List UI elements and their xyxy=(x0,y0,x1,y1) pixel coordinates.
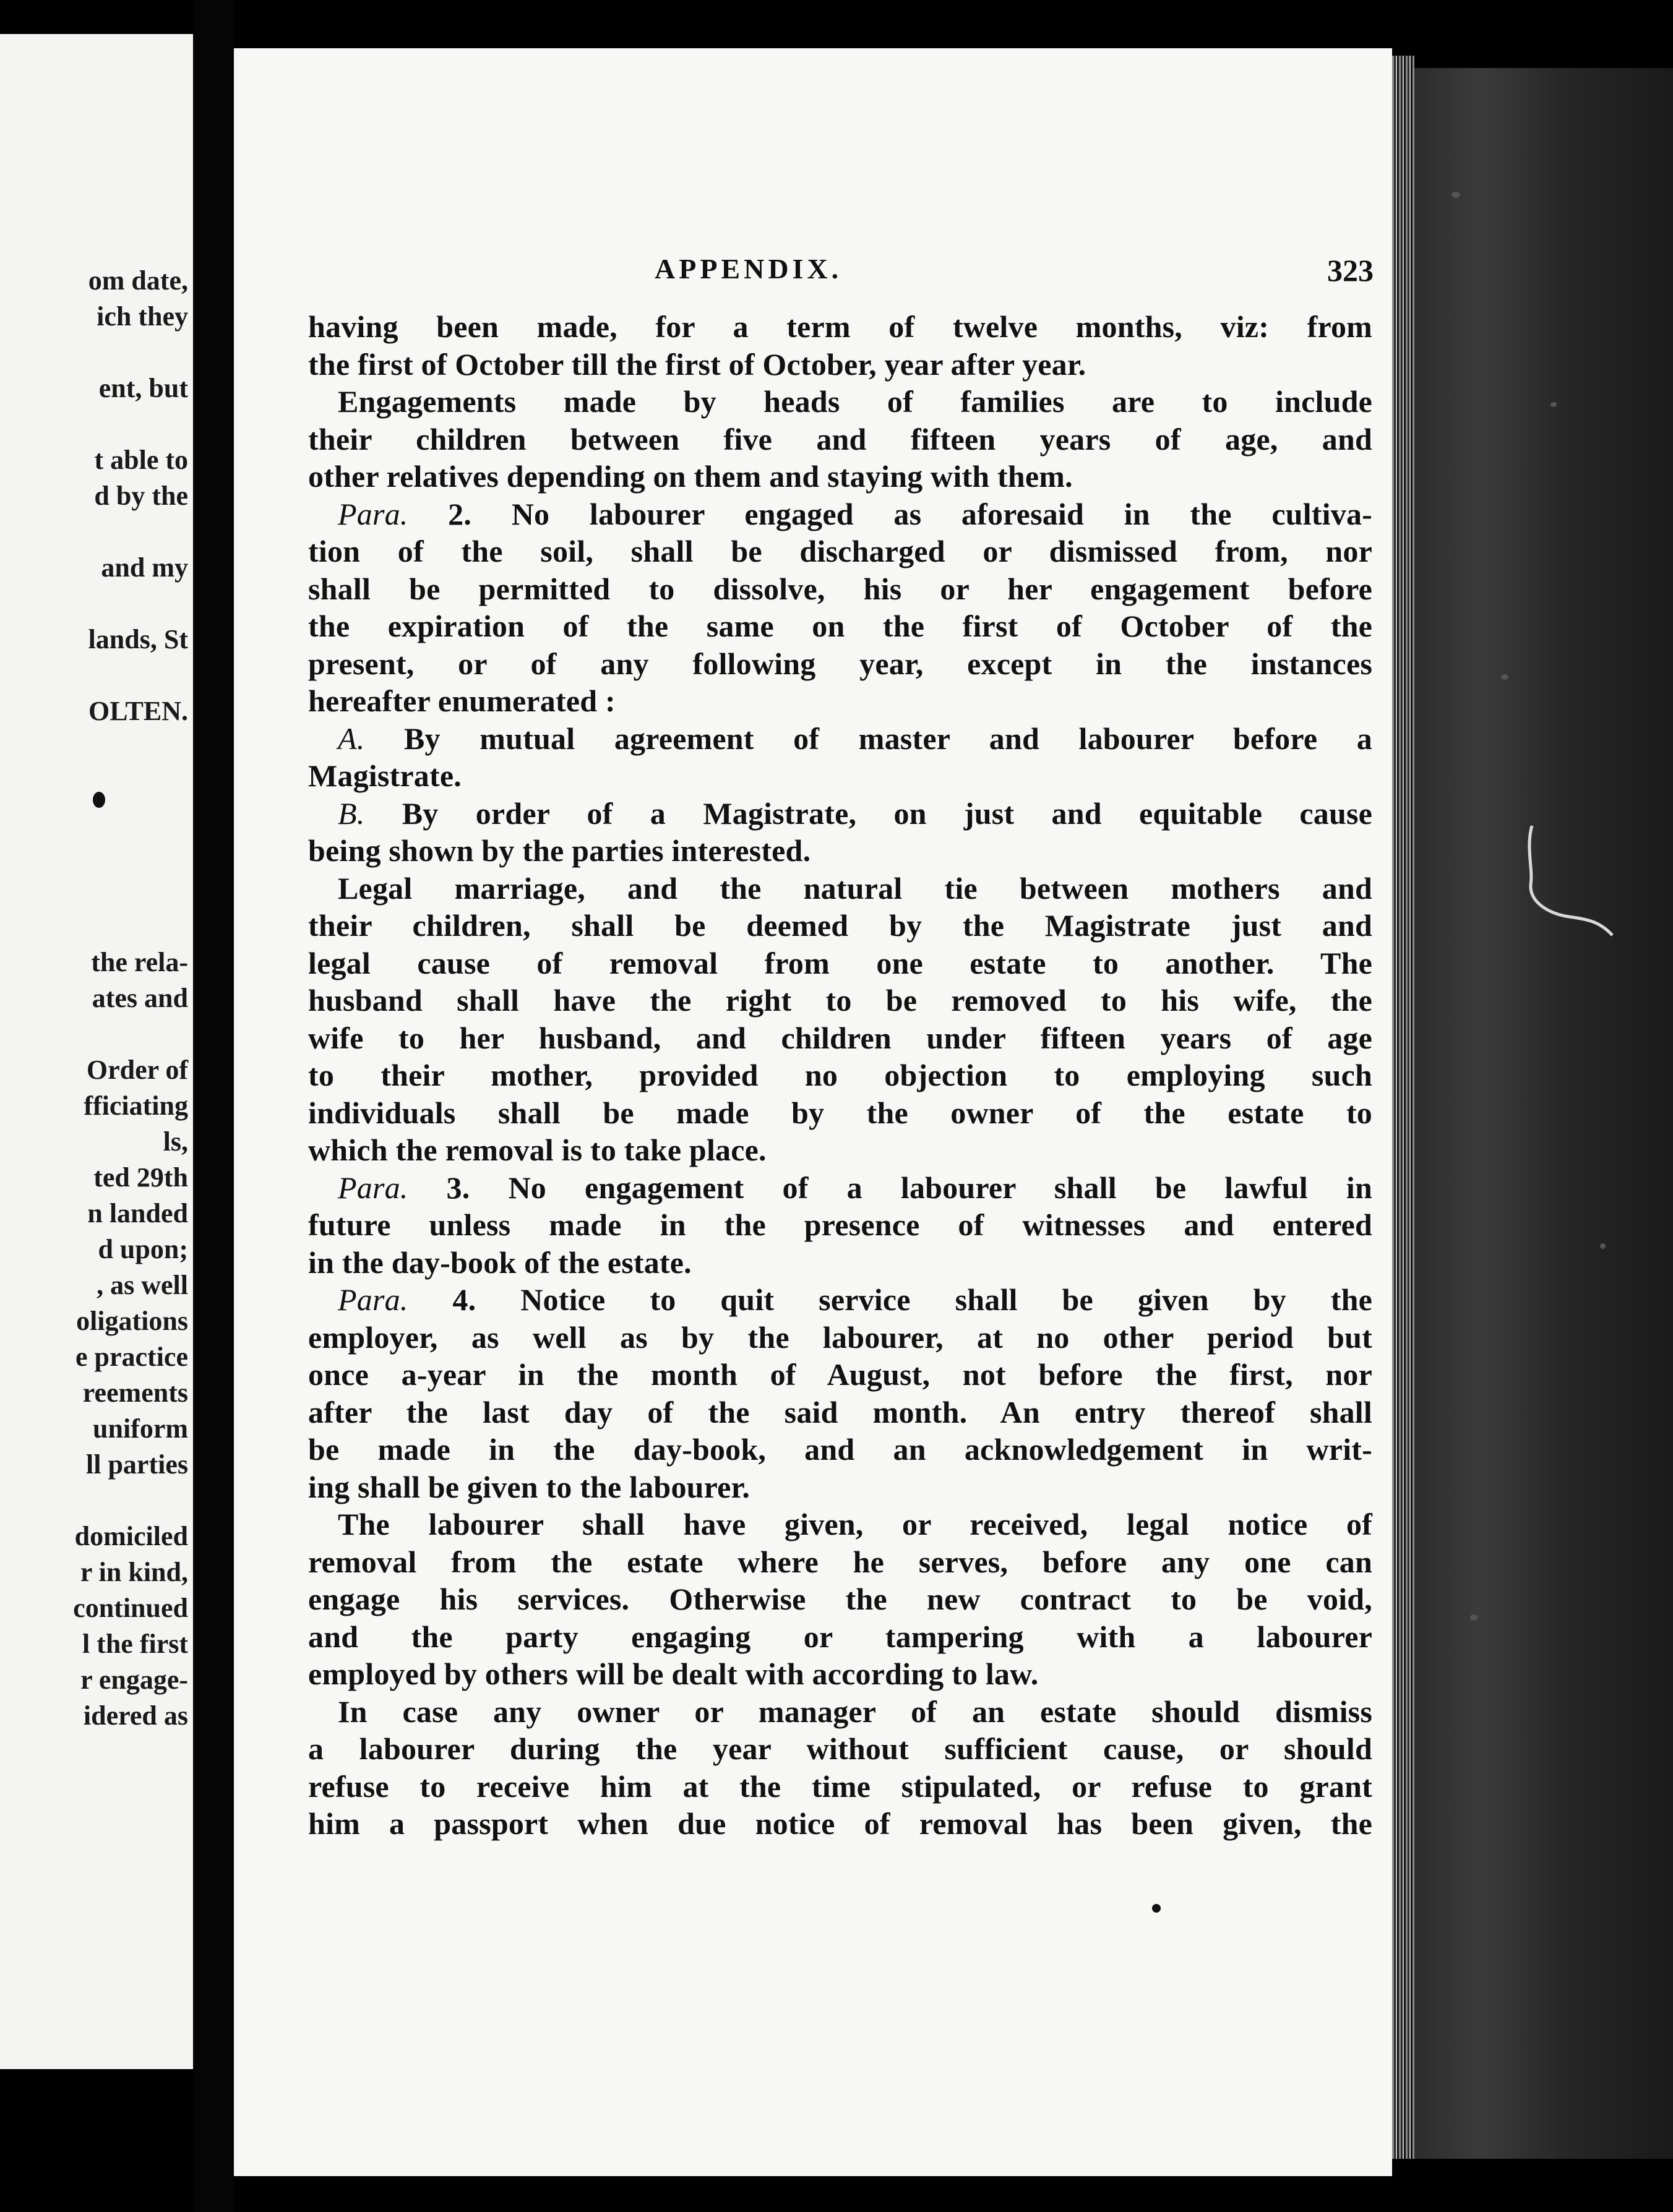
facing-page-fragment xyxy=(0,34,193,2069)
text-line xyxy=(308,1319,1372,1357)
body-text xyxy=(308,308,1372,1843)
text-line xyxy=(308,1693,1372,1731)
text-line xyxy=(308,458,1372,495)
cover-speck xyxy=(1452,192,1460,198)
text-line xyxy=(308,1618,1372,1656)
facing-page-line: ls, xyxy=(163,1126,188,1157)
line-text: 3. No engagement of a labourer shall be lawful in xyxy=(408,1170,1372,1205)
ink-speck-left xyxy=(93,792,105,808)
line-text: him a passport when due notice of removal has been given, the xyxy=(308,1806,1372,1841)
text-line xyxy=(308,1169,1372,1207)
text-line xyxy=(308,1094,1372,1132)
running-head-title: APPENDIX. xyxy=(655,253,843,285)
cover-crack xyxy=(1526,823,1619,965)
line-text: By order of a Magistrate, on just and equitable cause xyxy=(364,795,1372,831)
line-text: a labourer during the year without sufficient cause, or should xyxy=(308,1731,1372,1766)
italic-label: Para. xyxy=(338,496,408,531)
text-line xyxy=(308,757,1372,795)
line-text: wife to her husband, and children under fifteen years of age xyxy=(308,1020,1372,1055)
line-text: employed by others will be dealt with according to law. xyxy=(308,1657,1039,1691)
line-text: 4. Notice to quit service shall be given by the xyxy=(408,1282,1372,1317)
facing-page-line: the rela- xyxy=(91,947,188,977)
line-text: 2. No labourer engaged as aforesaid in the cultiva- xyxy=(408,496,1372,531)
text-line xyxy=(308,1468,1372,1506)
line-text: the expiration of the same on the first of October of the xyxy=(308,609,1372,643)
text-line xyxy=(308,832,1372,870)
line-text: In case any owner or manager of an estate should dismiss xyxy=(338,1694,1372,1729)
text-line xyxy=(308,1431,1372,1468)
text-line xyxy=(308,1057,1372,1094)
text-line xyxy=(308,1580,1372,1618)
facing-page-line: Order of xyxy=(86,1055,188,1085)
line-text: once a-year in the month of August, not before the first, nor xyxy=(308,1357,1372,1392)
facing-page-line: idered as xyxy=(83,1700,188,1731)
line-text: be made in the day-book, and an acknowledgement in writ- xyxy=(308,1432,1372,1467)
text-line xyxy=(308,1655,1372,1693)
text-line xyxy=(308,982,1372,1019)
facing-page-line: n landed xyxy=(87,1198,188,1228)
line-text: ing shall be given to the labourer. xyxy=(308,1469,750,1504)
line-text: employer, as well as by the labourer, at no other period but xyxy=(308,1319,1372,1355)
line-text: tion of the soil, shall be discharged or dismissed from, nor xyxy=(308,534,1372,568)
line-text: their children, shall be deemed by the Magistrate just and xyxy=(308,908,1372,943)
line-text: their children between five and fifteen years of age, and xyxy=(308,421,1372,457)
text-line xyxy=(308,1281,1372,1319)
text-line xyxy=(308,1206,1372,1244)
facing-page-line: OLTEN. xyxy=(88,696,188,726)
text-line xyxy=(308,495,1372,533)
text-line xyxy=(308,1356,1372,1394)
text-line xyxy=(308,795,1372,833)
facing-page-line: ll parties xyxy=(86,1449,188,1480)
facing-page-line: ent, but xyxy=(98,373,188,403)
text-line xyxy=(308,1730,1372,1768)
line-text: removal from the estate where he serves, before any one can xyxy=(308,1544,1372,1579)
italic-label: B. xyxy=(338,795,365,831)
text-line xyxy=(308,1244,1372,1282)
facing-page-line: ted 29th xyxy=(93,1162,188,1193)
text-line xyxy=(308,1543,1372,1581)
text-line xyxy=(308,346,1372,384)
facing-page-line: d by the xyxy=(94,481,188,511)
text-line xyxy=(308,720,1372,758)
line-text: Magistrate. xyxy=(308,758,462,793)
facing-page-line: om date, xyxy=(88,265,188,296)
text-line xyxy=(308,1019,1372,1057)
line-text: in the day-book of the estate. xyxy=(308,1245,692,1280)
facing-page-line: domiciled xyxy=(74,1521,188,1551)
cover-speck xyxy=(1470,1614,1477,1621)
italic-label: Para. xyxy=(338,1170,408,1205)
line-text: legal cause of removal from one estate to another. The xyxy=(308,945,1372,980)
text-line xyxy=(308,383,1372,421)
text-line xyxy=(308,645,1372,683)
ink-speck xyxy=(1152,1904,1161,1913)
page-number: 323 xyxy=(1327,253,1374,288)
facing-page-line: e practice xyxy=(75,1342,188,1372)
facing-page-line: fficiating xyxy=(84,1091,188,1121)
line-text: individuals shall be made by the owner of the estate to xyxy=(308,1095,1372,1130)
facing-page-line: continued xyxy=(73,1593,188,1623)
text-line xyxy=(308,1805,1372,1843)
text-line xyxy=(308,533,1372,570)
cover-speck xyxy=(1600,1243,1606,1249)
line-text: refuse to receive him at the time stipulated, or refuse to grant xyxy=(308,1768,1372,1804)
line-text: present, or of any following year, except in the instances xyxy=(308,646,1372,681)
text-line xyxy=(308,421,1372,458)
line-text: after the last day of the said month. An entry thereof shall xyxy=(308,1394,1372,1430)
cover-speck xyxy=(1501,674,1508,680)
line-text: and the party engaging or tampering with a labourer xyxy=(308,1619,1372,1654)
text-line xyxy=(308,907,1372,945)
facing-page-line: ich they xyxy=(97,301,188,332)
facing-page-line: reements xyxy=(82,1378,188,1408)
text-line xyxy=(308,1768,1372,1806)
running-head xyxy=(234,252,1392,289)
facing-page-line: t able to xyxy=(94,445,188,475)
facing-page-line: and my xyxy=(101,552,188,583)
line-text: husband shall have the right to be removed to his wife, the xyxy=(308,983,1372,1018)
facing-page-line: l the first xyxy=(82,1629,188,1659)
facing-page-line: , as well xyxy=(97,1270,188,1300)
line-text: shall be permitted to dissolve, his or her engagement before xyxy=(308,571,1372,606)
line-text: other relatives depending on them and staying with them. xyxy=(308,459,1073,494)
facing-page-line: r engage- xyxy=(80,1665,188,1695)
line-text: having been made, for a term of twelve months, viz: from xyxy=(308,309,1372,344)
facing-page-line: ates and xyxy=(92,983,188,1013)
book-cover xyxy=(1414,68,1673,2159)
facing-page-line: d upon; xyxy=(98,1234,188,1264)
text-line xyxy=(308,1506,1372,1543)
line-text: Engagements made by heads of families are to include xyxy=(338,384,1372,419)
line-text: hereafter enumerated : xyxy=(308,684,616,718)
line-text: engage his services. Otherwise the new contract to be void, xyxy=(308,1582,1372,1616)
text-line xyxy=(308,682,1372,720)
line-text: which the removal is to take place. xyxy=(308,1133,767,1167)
line-text: the first of October till the first of October, year after year. xyxy=(308,346,1086,382)
text-line xyxy=(308,1394,1372,1431)
book-page xyxy=(234,48,1392,2176)
book-gutter xyxy=(193,0,234,2212)
page-edge-stack xyxy=(1392,56,1414,2159)
cover-speck xyxy=(1550,402,1557,407)
text-line xyxy=(308,870,1372,907)
text-line xyxy=(308,607,1372,645)
text-line xyxy=(308,1131,1372,1169)
italic-label: A. xyxy=(338,721,365,756)
text-line xyxy=(308,570,1372,608)
line-text: future unless made in the presence of witnesses and entered xyxy=(308,1207,1372,1242)
line-text: The labourer shall have given, or received, legal notice of xyxy=(338,1507,1372,1541)
facing-page-line: lands, St xyxy=(88,624,188,654)
line-text: to their mother, provided no objection to employing such xyxy=(308,1058,1372,1092)
facing-page-line: oligations xyxy=(76,1306,188,1336)
facing-page-line: r in kind, xyxy=(80,1557,188,1587)
line-text: By mutual agreement of master and labourer before a xyxy=(364,721,1372,756)
line-text: Legal marriage, and the natural tie between mothers and xyxy=(338,870,1372,906)
facing-page-line: uniform xyxy=(93,1413,188,1444)
italic-label: Para. xyxy=(338,1282,408,1317)
line-text: being shown by the parties interested. xyxy=(308,833,811,868)
text-line xyxy=(308,945,1372,982)
text-line xyxy=(308,308,1372,346)
